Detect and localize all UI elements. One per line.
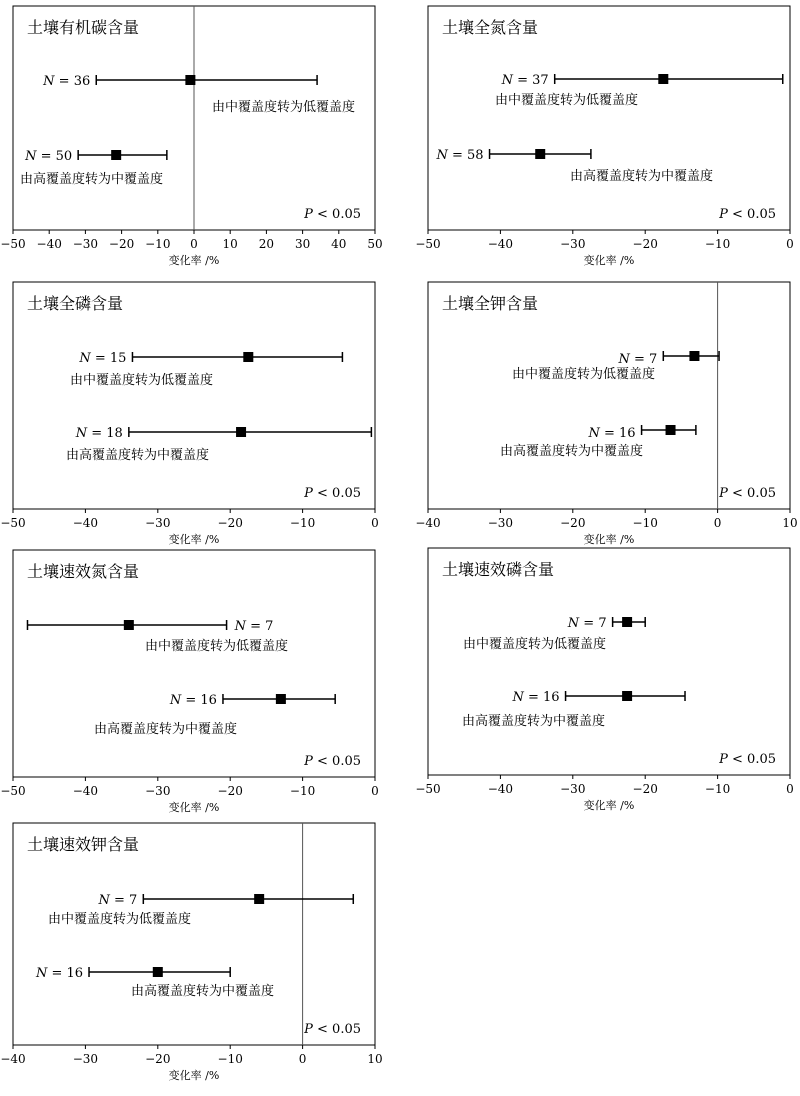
comparison-label: 由高覆盖度转为中覆盖度 xyxy=(94,722,238,737)
row-1 xyxy=(48,893,353,927)
x-axis-label: 变化率 /% xyxy=(168,1069,220,1082)
p-value-annotation: P < 0.05 xyxy=(719,486,776,501)
row-1 xyxy=(463,616,645,652)
plot-frame xyxy=(13,823,375,1045)
panel-4 xyxy=(415,282,797,546)
comparison-label: 由中覆盖度转为低覆盖度 xyxy=(212,100,356,115)
x-axis-label: 变化率 /% xyxy=(168,533,220,546)
mean-marker xyxy=(622,617,632,627)
panel-title: 土壤速效磷含量 xyxy=(442,560,555,579)
n-label: N = 7 xyxy=(234,619,274,634)
x-tick-label: −50 xyxy=(0,784,26,798)
mean-marker xyxy=(622,691,632,701)
x-tick-label: −30 xyxy=(487,516,514,530)
mean-marker xyxy=(666,425,676,435)
n-label: N = 58 xyxy=(436,148,484,163)
row-1 xyxy=(42,74,355,115)
plot-frame xyxy=(428,6,790,230)
mean-marker xyxy=(535,149,545,159)
x-tick-label: −10 xyxy=(217,1052,243,1066)
x-tick-label: −30 xyxy=(560,237,586,251)
panel-title: 土壤全氮含量 xyxy=(442,18,539,37)
row-2 xyxy=(435,148,713,184)
mean-marker xyxy=(236,427,246,437)
x-tick-label: 40 xyxy=(331,237,347,251)
x-tick-label: 0 xyxy=(713,516,722,530)
row-1 xyxy=(27,619,288,654)
x-tick-label: −40 xyxy=(487,782,514,796)
mean-marker xyxy=(124,620,134,630)
n-label: N = 50 xyxy=(25,149,73,164)
n-label: N = 37 xyxy=(501,73,549,88)
plot-frame xyxy=(13,282,375,509)
p-value-annotation: P < 0.05 xyxy=(304,754,361,769)
x-tick-label: −20 xyxy=(560,516,586,530)
x-tick-label: 20 xyxy=(258,237,275,251)
mean-marker xyxy=(658,74,668,84)
panel-title: 土壤速效钾含量 xyxy=(27,835,140,854)
x-tick-label: 10 xyxy=(782,516,798,530)
row-1 xyxy=(70,351,342,388)
x-tick-label: −40 xyxy=(415,516,441,530)
comparison-label: 由中覆盖度转为低覆盖度 xyxy=(145,639,289,654)
x-tick-label: 0 xyxy=(371,516,379,530)
row-2 xyxy=(66,426,371,463)
x-tick-label: −30 xyxy=(72,237,99,251)
n-label: N = 7 xyxy=(567,616,607,631)
x-tick-label: 10 xyxy=(222,237,238,251)
row-2 xyxy=(500,425,696,459)
x-tick-label: −20 xyxy=(108,237,135,251)
comparison-label: 由高覆盖度转为中覆盖度 xyxy=(131,984,275,999)
comparison-label: 由高覆盖度转为中覆盖度 xyxy=(20,172,164,187)
comparison-label: 由高覆盖度转为中覆盖度 xyxy=(66,448,210,463)
plot-frame xyxy=(428,282,790,509)
x-tick-label: −20 xyxy=(145,1052,171,1066)
panel-5 xyxy=(0,550,378,814)
x-tick-label: −40 xyxy=(72,516,99,530)
p-value-annotation: P < 0.05 xyxy=(304,1022,361,1037)
x-axis-label: 变化率 /% xyxy=(583,799,635,812)
n-label: N = 16 xyxy=(35,966,84,981)
x-tick-label: −30 xyxy=(145,516,171,530)
n-label: N = 16 xyxy=(512,690,560,705)
x-tick-label: −50 xyxy=(0,237,26,251)
x-tick-label: −50 xyxy=(415,782,441,796)
comparison-label: 由高覆盖度转为中覆盖度 xyxy=(570,169,714,184)
x-tick-label: 0 xyxy=(190,237,198,251)
panel-title: 土壤全磷含量 xyxy=(27,294,124,313)
x-tick-label: −20 xyxy=(632,782,658,796)
n-label: N = 7 xyxy=(98,893,138,908)
row-1 xyxy=(495,73,783,108)
n-label: N = 7 xyxy=(618,352,658,367)
row-2 xyxy=(35,966,274,999)
plot-frame xyxy=(428,548,790,775)
row-2 xyxy=(20,149,167,187)
x-tick-label: −10 xyxy=(704,782,731,796)
x-tick-label: −40 xyxy=(36,237,62,251)
x-tick-label: −50 xyxy=(415,237,441,251)
x-tick-label: 0 xyxy=(371,784,379,798)
x-tick-label: −30 xyxy=(72,1052,99,1066)
comparison-label: 由中覆盖度转为低覆盖度 xyxy=(48,912,192,927)
x-tick-label: −30 xyxy=(145,784,171,798)
comparison-label: 由中覆盖度转为低覆盖度 xyxy=(70,373,214,388)
panel-7 xyxy=(0,823,382,1082)
x-tick-label: −20 xyxy=(632,237,658,251)
mean-marker xyxy=(111,150,121,160)
row-2 xyxy=(462,690,685,729)
panel-6 xyxy=(415,548,793,812)
x-tick-label: −40 xyxy=(0,1052,26,1066)
panel-1 xyxy=(0,6,382,267)
x-tick-label: 0 xyxy=(298,1052,307,1066)
plot-frame xyxy=(13,550,375,777)
panel-2 xyxy=(415,6,793,267)
mean-marker xyxy=(185,75,195,85)
panel-3 xyxy=(0,282,378,546)
p-value-annotation: P < 0.05 xyxy=(304,486,361,501)
n-label: N = 16 xyxy=(169,693,217,708)
x-tick-label: −10 xyxy=(289,516,316,530)
x-tick-label: −10 xyxy=(145,237,171,251)
row-2 xyxy=(94,693,335,737)
x-tick-label: 50 xyxy=(367,237,383,251)
x-tick-label: 30 xyxy=(294,237,311,251)
x-tick-label: −30 xyxy=(560,782,586,796)
x-tick-label: 10 xyxy=(367,1052,383,1066)
comparison-label: 由中覆盖度转为低覆盖度 xyxy=(463,637,607,652)
panel-title: 土壤有机碳含量 xyxy=(27,18,140,37)
mean-marker xyxy=(689,351,699,361)
x-tick-label: −20 xyxy=(217,784,243,798)
comparison-label: 由中覆盖度转为低覆盖度 xyxy=(512,367,656,382)
x-axis-label: 变化率 /% xyxy=(583,254,635,267)
mean-marker xyxy=(254,894,264,904)
comparison-label: 由高覆盖度转为中覆盖度 xyxy=(500,444,644,459)
p-value-annotation: P < 0.05 xyxy=(719,207,776,222)
x-tick-label: −40 xyxy=(487,237,514,251)
panel-title: 土壤速效氮含量 xyxy=(27,562,140,581)
row-1 xyxy=(512,351,719,382)
x-tick-label: −50 xyxy=(0,516,26,530)
mean-marker xyxy=(276,694,286,704)
x-tick-label: −10 xyxy=(632,516,658,530)
x-tick-label: −10 xyxy=(289,784,316,798)
p-value-annotation: P < 0.05 xyxy=(304,207,361,222)
n-label: N = 36 xyxy=(43,74,91,89)
n-label: N = 15 xyxy=(79,351,127,366)
mean-marker xyxy=(153,967,163,977)
x-axis-label: 变化率 /% xyxy=(583,533,635,546)
x-axis-label: 变化率 /% xyxy=(168,801,220,814)
x-tick-label: 0 xyxy=(786,782,794,796)
p-value-annotation: P < 0.05 xyxy=(719,752,776,767)
n-label: N = 18 xyxy=(75,426,123,441)
x-tick-label: −20 xyxy=(217,516,243,530)
x-axis-label: 变化率 /% xyxy=(168,254,220,267)
n-label: N = 16 xyxy=(588,426,636,441)
comparison-label: 由中覆盖度转为低覆盖度 xyxy=(495,93,639,108)
mean-marker xyxy=(243,352,253,362)
x-tick-label: −10 xyxy=(704,237,731,251)
x-tick-label: 0 xyxy=(786,237,794,251)
x-tick-label: −40 xyxy=(72,784,99,798)
comparison-label: 由高覆盖度转为中覆盖度 xyxy=(462,714,606,729)
panel-title: 土壤全钾含量 xyxy=(442,294,539,313)
